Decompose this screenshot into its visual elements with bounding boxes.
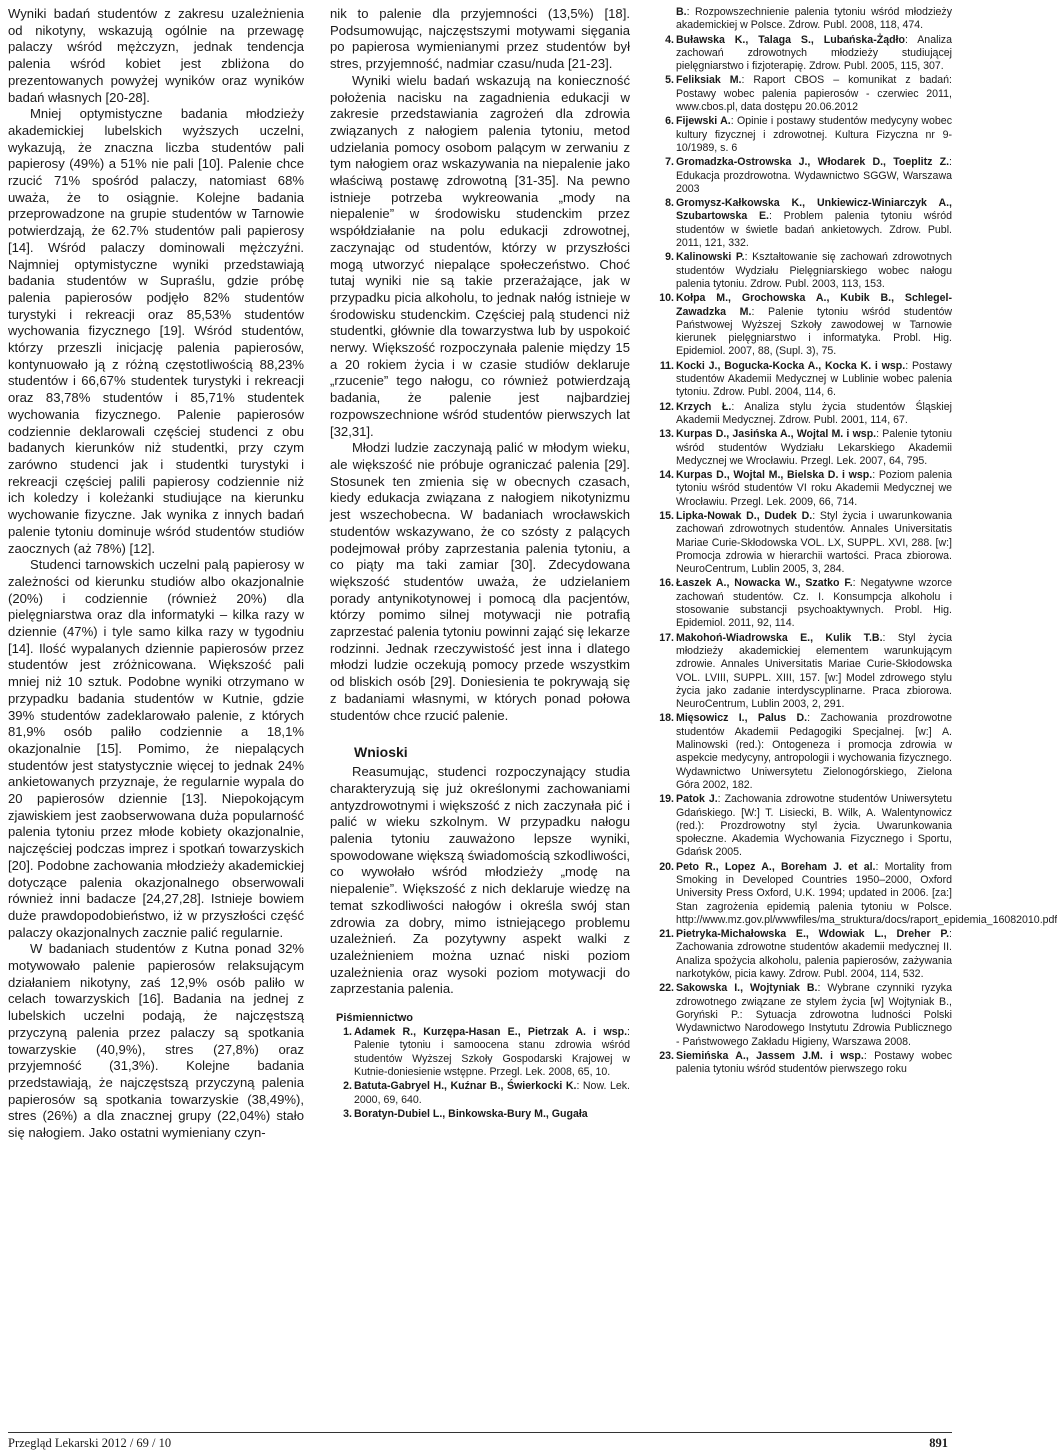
body-paragraph: W badaniach studentów z Kutna ponad 32% motywowało palenie papierosów relaksującym działaniem nikotyny, zaś 12,9% osób paliło w celach towarzyskich [16]. Badania na jednej z lubelskich uczelni podają, że najczęstszą przyczyną palenia przez palaczy są spotkania towarzyskie (40,9%), stres (27,8%) oraz przyjemność (31,3%). Kolejne badania przedstawiają, że najczęstszą przyczyną palenia papierosów są spotkania towarzyskie (38,49%), stres (26%) a dla znacznej grupy (22,04%) stało się nałogiem. Jako ostatni wymieniany czyn- xyxy=(8,941,304,1141)
reference-text: : Zachowania prozdrowotne studentów Akademii Pedagogiki Specjalnej. [w:] A. Malinowski (red.): Ontogeneza i promocja zdrowia w aspekcie medycyny, antropologii i wychowania fizycznego. Wydawnictwo Uniwersytetu Zielonogórskiego, Zielona Góra 2002, 182. xyxy=(676,712,952,791)
reference-text: : Wybrane czynniki ryzyka zdrowotnego związane ze stylem życia [w] Wojtyniak B., Goryński P.: Sytuacja zdrowotna ludności Polski Wydawnictwo Narodowego Instytutu Zdrowia Publicznego - Państwowego Zakładu Higieny, Warszawa 2008. xyxy=(676,982,952,1048)
reference-authors: Mięsowicz I., Palus D. xyxy=(676,712,808,725)
reference-number: 18. xyxy=(659,712,674,725)
reference-text: : Palenie tytoniu wśród studentów Wydziału Lekarskiego Akademii Medycznej we Wrocławiu. Przegl. Lek. 2007, 64, 795. xyxy=(676,428,953,467)
reference-authors: Sakowska I., Wojtyniak B. xyxy=(676,982,818,995)
reference-number: 19. xyxy=(659,793,674,806)
reference-authors: Kalinowski P. xyxy=(676,251,745,264)
body-paragraph: Wyniki wielu badań wskazują na konieczność położenia nacisku na zagadnienia edukacji w zakresie przedstawiania zagrożeń dla zdrowia związanych z nałogiem palenia tytoniu, metod udzielania pomocy osobom palącym w zerwaniu z tym nałogiem oraz wskazywania na niepalenie jako właściwą postawę zdrowotną [31-35]. Na pewno istnieje potrzeba wykreowania „mody na niepalenie” w środowisku studenckim przez współdziałanie na polu edukacji zdrowotnej, zaczynając od studentów, którzy w przyszłości mogą utworzyć niepalące społeczeństwo. Choć tutaj wyniki nie są takie przerażające, jak w przypadku picia alkoholu, to jednak nałóg istnieje w środowisku studenckim. Częściej palą studenci niż studentki, głównie dla towarzystwa lub by uspokoić nerwy. Większość rozpoczynała palenie między 15 a 20 rokiem życia i w czasie studiów deklaruje „rzucenie” tego nałogu, co również potwierdzają badania, że palenie jest najbardziej rozpowszechnione wśród studentów pierwszych lat [32,31]. xyxy=(330,72,630,439)
column-3 xyxy=(652,6,1057,1077)
reference-text: : Raport CBOS – komunikat z badań: Postawy wobec palenia papierosów - czerwiec 2011, www.cbos.pl, data dostępu 20.06.2012 xyxy=(676,74,952,114)
reference-number: 20. xyxy=(659,860,674,873)
reference-item xyxy=(652,156,952,196)
reference-text: : Edukacja prozdrowotna. Wydawnictwo SGGW, Warszawa 2003 xyxy=(676,156,952,195)
reference-authors: B. xyxy=(676,6,687,18)
reference-text: : Negatywne wzorce zachowań studentów. Cz. I. Konsumpcja alkoholu i stosowanie substancji psychoaktywnych. Probl. Hig. Epidemiol. 2011, 92, 114. xyxy=(676,577,952,630)
reference-number: 16. xyxy=(659,577,674,590)
body-paragraph: Mniej optymistyczne badania młodzieży akademickiej lubelskich wyższych uczelni, wykazują, że znaczna liczba studentów pali papierosy (49%) a 51% nie pali [10]. Palenie chce rzucić 71% spośród palaczy, natomiast 68% uważa, że to osiągnie. Kolejne badania przeprowadzone na grupie studentów w Tarnowie potwierdzają, że 62.7% studentów pali papierosy [14]. Wśród palaczy dominowali mężczyźni. Najmniej optymistyczne wyniki przedstawiają badania studentów w Supraślu, gdzie próbę palenia papierosów podjęło 82% studentów turystyki i rekreacji oraz 85,53% studentów wychowania fizycznego [19]. Wśród studentów, którzy przeszli inicjację palenia papierosów, kontynuowało ją z różną częstotliwością 88,23% studentów i 66,67% studentek turystyki i rekreacji oraz 83,78% studentów i 85,71% studentek wychowania fizycznego. Palenie papierosów codziennie deklarowali częściej studenci z obu badanych kierunków niż studentki, przy czym zarówno studenci jak i studentki turystyki i rekreacji częściej palili papierosy codziennie niż ich koledzy i koleżanki studiujące na kierunku wychowanie fizyczne. Jak wynika z innych badań palenie tytoniu dominuje wśród studentów studiów zaocznych (aż 78%) [12]. xyxy=(8,106,304,556)
reference-authors: Łaszek A., Nowacka W., Szatko F. xyxy=(676,577,853,590)
reference-number: 1. xyxy=(343,1026,352,1039)
reference-number: 9. xyxy=(665,251,674,264)
reference-number: 3. xyxy=(343,1107,352,1120)
reference-number: 4. xyxy=(665,33,674,46)
reference-text: : Opinie i postawy studentów medycyny wobec kultury fizycznej i zdrowotnej. Kultura Fizyczna nr 9-10/1989, s. 6 xyxy=(676,115,952,154)
reference-authors: Gromadzka-Ostrowska J., Włodarek D., Toeplitz Z. xyxy=(676,156,950,169)
references-heading: Piśmiennictwo xyxy=(336,1012,414,1025)
reference-number: 7. xyxy=(665,156,674,169)
reference-authors: Boratyn-Dubiel L., Binkowska-Bury M., Gugała xyxy=(354,1107,588,1120)
reference-text: : Mortality from Smoking in Developed Countries 1950–2000, Oxford University Press Oxford, U.K. 1994; updated in 2006. [za:] Stan zagrożenia epidemią palenia tytoniu w Polsce. http://www.mz.gov.pl/wwwfiles/ma_struktura/docs/raport_epidemia_16082010.pdf xyxy=(676,860,1057,926)
reference-item xyxy=(652,360,952,400)
body-paragraph: Reasumując, studenci rozpoczynający studia charakteryzują się już określonymi zachowaniami antyzdrowotnymi i większość z nich zaczynała pić i palić w wieku szkolnym. W przypadku nałogu palenia tytoniu zauważono lepsze wyniki, spowodowane większą świadomością szkodliwości, co wywołało wśród młodzieży „modę na niepalenie”. Większość z nich deklaruje wiedzę na temat szkodliwości nałogów i określa swój stan zdrowia za dobry, mimo istniejącego problemu uzależnień. Za pozytywny aspekt walki z uzależnieniem można uznać niski poziom uzależnienia oraz wysoki poziom motywacji do zaprzestania palenia. xyxy=(330,764,630,997)
reference-item xyxy=(652,510,952,576)
reference-number: 15. xyxy=(659,509,674,522)
reference-text: : Problem palenia tytoniu wśród studentów w świetle badań ankietowych. Zdrow. Publ. 2011, 121, 332. xyxy=(676,210,953,250)
reference-number: 22. xyxy=(659,982,674,995)
page-number: 891 xyxy=(929,1436,948,1450)
reference-item xyxy=(652,860,1057,927)
reference-number: 23. xyxy=(659,1049,674,1062)
reference-authors: Kurpas D., Wojtal M., Bielska D. i wsp. xyxy=(676,469,873,482)
reference-authors: Buławska K., Talaga S., Lubańska-Żądło xyxy=(676,33,905,46)
reference-text: : Palenie tytoniu wśród studentów Państwowej Wyższej Szkoły zawodowej w Tarnowie kierunek pielęgniarstwo i informatyka. Probl. Hig. Epidemiol. 2007, 88, (Supl. 3), 75. xyxy=(676,305,952,358)
reference-text: : Postawy studentów Akademii Medycznej w Lublinie wobec palenia tytoniu. Zdrow. Publ. 2004, 114, 6. xyxy=(676,359,952,399)
column-2 xyxy=(330,6,630,1122)
reference-number: 5. xyxy=(665,74,674,87)
footer-journal: Przegląd Lekarski 2012 / 69 / 10 xyxy=(8,1436,172,1450)
column-1 xyxy=(8,6,304,1142)
reference-authors: Feliksiak M. xyxy=(676,74,742,87)
reference-item xyxy=(652,34,952,74)
reference-text: : Analiza stylu życia studentów Śląskiej Akademii Medycznej. Zdrow. Publ. 2001, 114, 67. xyxy=(676,400,952,426)
reference-item xyxy=(652,982,952,1048)
reference-text: : Analiza zachowań zdrowotnych młodzieży studiującej pielęgniarstwo i fizjoterapię. Zdrow. Publ. 2005, 115, 307. xyxy=(676,33,952,73)
reference-authors: Fijewski A. xyxy=(676,115,731,128)
reference-authors: Lipka-Nowak D., Dudek D. xyxy=(676,509,813,522)
reference-text: : Postawy wobec palenia tytoniu wśród studentów pierwszego roku xyxy=(676,1049,952,1076)
body-paragraph: nik to palenie dla przyjemności (13,5%) [18]. Podsumowując, najczęstszymi motywami sięgania po papierosa wymienianymi przez studentów był stres, przyjemność, nadmiar czasu/nuda [21-23]. xyxy=(330,6,630,72)
reference-item xyxy=(652,292,952,358)
reference-number: 13. xyxy=(659,428,674,441)
reference-number: 17. xyxy=(659,631,674,644)
reference-authors: Siemińska A., Jassem J.M. i wsp. xyxy=(676,1049,864,1062)
reference-item xyxy=(652,6,952,33)
reference-item xyxy=(330,1026,630,1079)
reference-text: : Zachowania zdrowotne studentów akademii medycznej II. Analiza spożycia alkoholu, palenia papierosów, zażywania narkotyków, picia kawy. Zdrow. Publ. 2004, 114, 532. xyxy=(676,928,952,981)
reference-number: 6. xyxy=(665,115,674,128)
reference-authors: Adamek R., Kurzępa-Hasan E., Pietrzak A. i wsp. xyxy=(354,1026,628,1039)
reference-item xyxy=(652,428,952,468)
reference-text: : Poziom palenia tytoniu wśród studentów VI roku Akademii Medycznej we Wrocławiu. Przegl. Lek. 2009, 66, 714. xyxy=(676,469,952,508)
reference-item xyxy=(652,469,952,509)
reference-authors: Krzych Ł. xyxy=(676,400,732,413)
body-paragraph: Młodzi ludzie zaczynają palić w młodym wieku, ale większość nie próbuje ograniczać palenia [29]. Stosunek ten zmienia się w obecnych czasach, kiedy edukacja związana z nałogiem nikotynizmu jest wszechobecna. W badaniach wrocławskich studentów wskazywano, że co szósty z palących podejmował próby zaprzestania palenia tytoniu, a co piąty ma taki zamiar [30]. Zdecydowana większość studentów uważa, że udzielaniem porady antynikotynowej i pomocą dla pacjentów, którzy pomimo silnej motywacji nie potrafią zaprzestać palenia tytoniu powinni zająć się lekarze rodzinni. Jednak rzeczywistość jest inna i dlatego młodzi ludzie oczekują pomocy przede wszystkim od bliskich osób [29]. Doniesienia te pokrywają się z badaniami własnymi, w których ponad połowa studentów chce rzucić palenie. xyxy=(330,440,630,723)
reference-number: 11. xyxy=(659,359,674,372)
reference-item xyxy=(652,793,952,859)
reference-authors: Gromysz-Kałkowska K., Unkiewicz-Winiarczyk A., Szubartowska E. xyxy=(676,197,952,223)
reference-number: 21. xyxy=(659,928,674,941)
reference-item xyxy=(652,1050,952,1077)
body-paragraph: Wyniki badań studentów z zakresu uzależnienia od nikotyny, wskazują ogólnie na przewagę palaczy wśród mężczyzn, jednak tendencja palenia wśród kobiet jest zbliżona do prezentowanych powyżej wyników oraz wyników badań własnych [20-28]. xyxy=(8,6,304,105)
footer-rule xyxy=(8,1432,952,1433)
reference-authors: Kurpas D., Jasińska A., Wojtal M. i wsp. xyxy=(676,428,877,441)
reference-item xyxy=(652,251,952,291)
reference-text: : Styl życia i uwarunkowania zachowań zdrowotnych studentów. Annales Universitatis Mariae Curie-Skłodowska VOL. LX, SUPPL. XVI, 288. [w:] Promocja zdrowia w hierarchii wartości. Praca zbiorowa. NeuroCentrum, Lublin 2005, 3, 284. xyxy=(676,509,952,576)
reference-number: 12. xyxy=(659,400,674,413)
reference-number: 2. xyxy=(343,1080,352,1093)
reference-item xyxy=(652,577,952,630)
reference-item xyxy=(652,197,952,250)
reference-authors: Peto R., Lopez A., Boreham J. et al. xyxy=(676,860,876,873)
reference-authors: Patok J. xyxy=(676,793,718,806)
reference-item xyxy=(330,1108,630,1121)
reference-text: : Palenie tytoniu i samoocena stanu zdrowia wśród studentów Wyższej Szkoły Gospodarski Krajowej w Kutnie-doniesienie wstępne. Przegl. Lek. 2008, 65, 10. xyxy=(354,1026,630,1078)
reference-text: : Kształtowanie się zachowań zdrowotnych studentów Wydziału Pielęgniarskiego wobec nałogu palenia tytoniu. Zdrow. Publ. 2003, 113, 153. xyxy=(676,251,952,290)
reference-number: 8. xyxy=(665,197,674,210)
reference-item xyxy=(652,401,952,428)
section-heading-conclusions: Wnioski xyxy=(354,744,408,761)
reference-text: : Styl życia młodzieży akademickiej elementem warunkującym zdrowie. Annales Universitatis Mariae Curie-Skłodowska VOL. LVIII, SUPPL. XIII, 157. [w:] Model zdrowego stylu życia jako zadanie interdyscyplinarne. Praca zbiorowa. NeuroCentrum, Lublin 2003, 2, 291. xyxy=(676,631,952,711)
reference-item xyxy=(652,712,952,792)
reference-text: : Rozpowszechnienie palenia tytoniu wśród młodzieży akademickiej w Polsce. Zdrow. Publ. 2008, 118, 474. xyxy=(676,6,952,32)
reference-authors: Pietryka-Michałowska E., Wdowiak L., Dreher P. xyxy=(676,928,950,941)
reference-authors: Batuta-Gabryel H., Kuźnar B., Świerkocki K. xyxy=(354,1080,577,1093)
reference-item xyxy=(652,74,952,114)
body-paragraph: Studenci tarnowskich uczelni palą papierosy w zależności od kierunku studiów albo okazjonalnie (20%) i codziennie (również 20%) dla pielęgniarstwa oraz dla informatyki – kilka razy w dziennie (47%) i tyle samo kilka razy w tygodniu [14]. Ilość wypalanych dziennie papierosów przez studentów jest zróżnicowana. Większość pali mniej niż 10 sztuk. Podobne wyniki otrzymano w przypadku badania studentów w Kutnie, gdzie 39% studentów zadeklarowało palenie, z których 81,9% osób paliło codziennie a 18,1% okazjonalnie [15]. Pomimo, że niepalących studentów jest statystycznie więcej to jednak 24% ankietowanych przyznaje, że regularnie wypala do 20 papierosów dziennie [13]. Niepokojącym zjawiskiem jest zaobserwowana duża popularność palenia tytoniu przez młode kobiety okazjonalnie, najczęściej podczas imprez i spotkań towarzyskich [20]. Podobne zachowania młodzieży akademickiej dotyczące palenia okazjonalnego obserwowali również inni badacze [24,27,28]. Istnieje bowiem duże prawdopodobieństwo, iż w przyszłości część palaczy okazjonalnych zacznie palić regularnie. xyxy=(8,557,304,940)
reference-item xyxy=(652,115,952,155)
reference-item xyxy=(652,928,952,981)
reference-authors: Makohoń-Wiadrowska E., Kulik T.B. xyxy=(676,631,883,644)
reference-text: : Zachowania zdrowotne studentów Uniwersytetu Gdańskiego. [W:] T. Lisiecki, B. Wilk, A. Walentynowicz (red.): Prozdrowotny styl życia. Uwarunkowania społeczne. Akademia Wychowania Fizycznego i Sportu, Gdańsk 2005. xyxy=(676,793,952,859)
reference-authors: Kołpa M., Grochowska A., Kubik B., Schlegel-Zawadzka M. xyxy=(676,292,952,318)
reference-item xyxy=(652,632,952,712)
reference-item xyxy=(330,1080,630,1107)
reference-number: 10. xyxy=(659,292,674,305)
reference-number: 14. xyxy=(659,469,674,482)
reference-text: : Now. Lek. 2000, 69, 640. xyxy=(354,1080,631,1106)
reference-authors: Kocki J., Bogucka-Kocka A., Kocka K. i wsp. xyxy=(676,359,906,372)
